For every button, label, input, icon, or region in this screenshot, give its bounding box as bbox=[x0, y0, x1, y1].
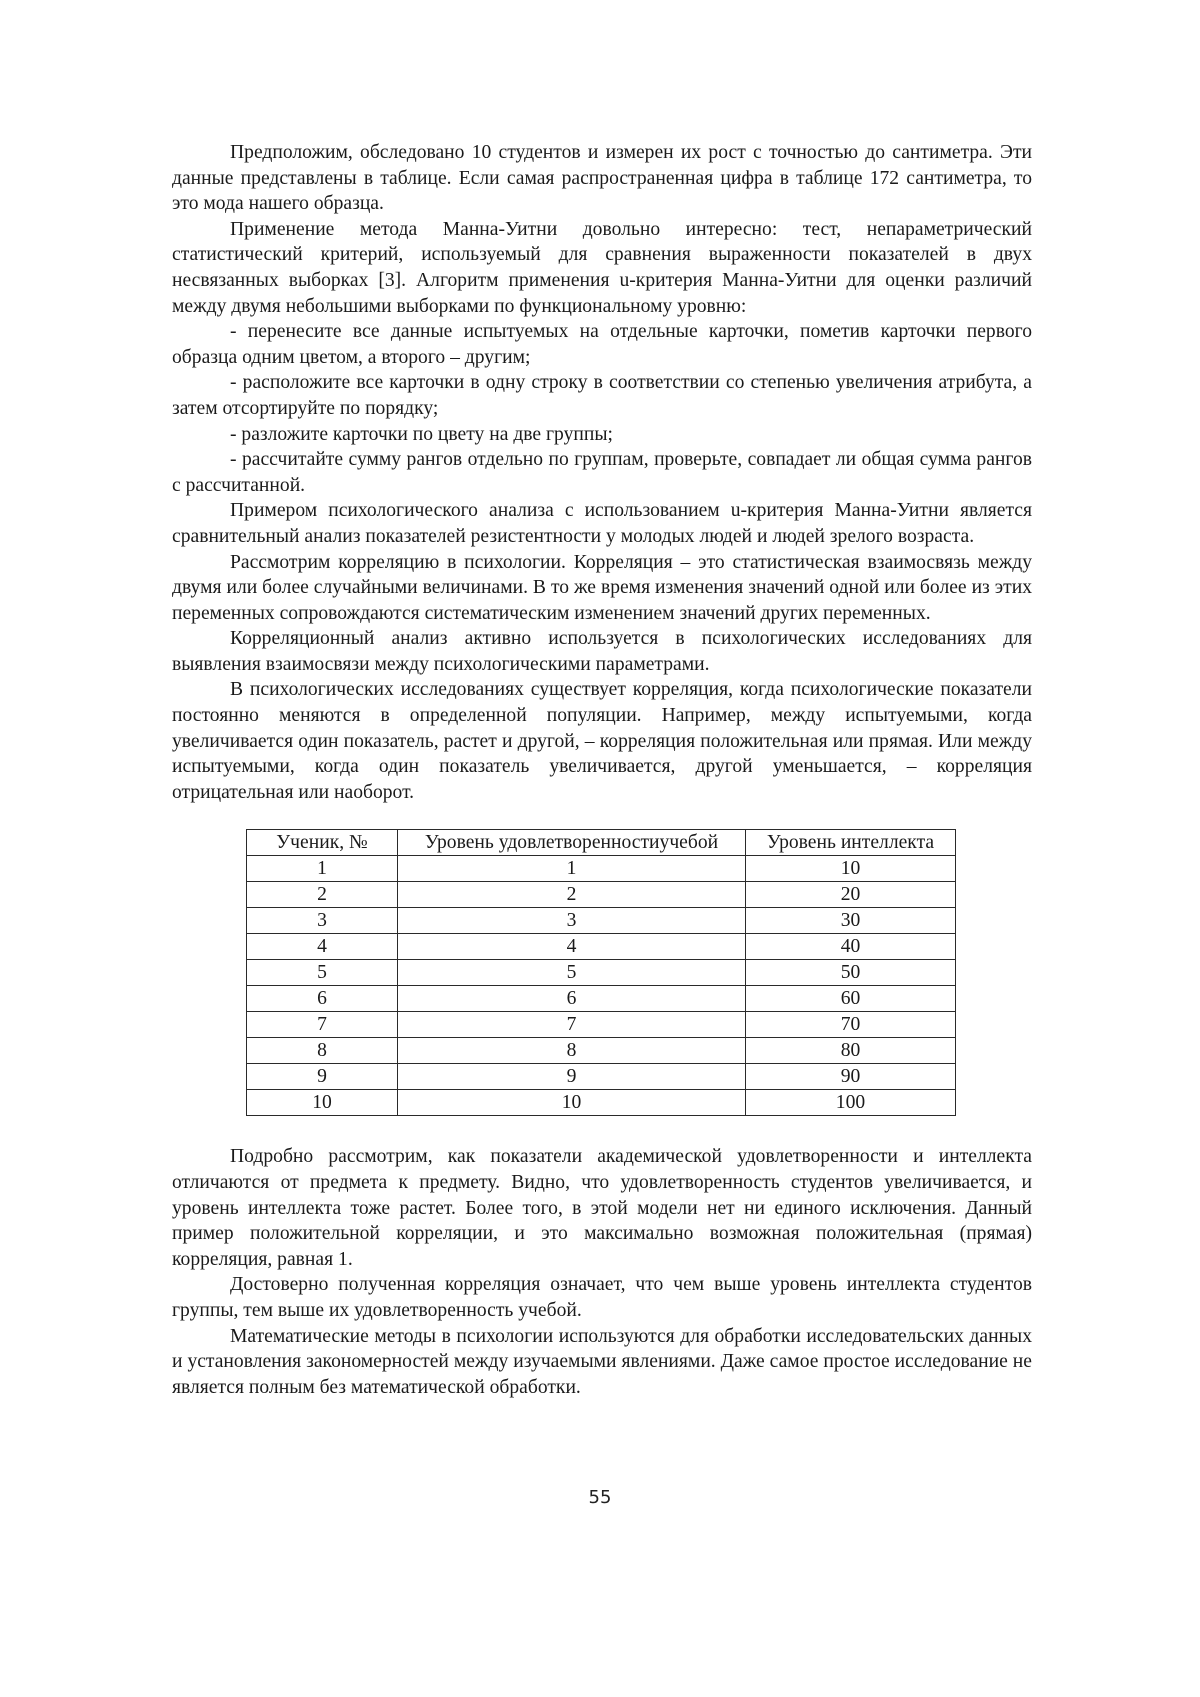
table-cell: 9 bbox=[247, 1064, 398, 1090]
table-cell: 2 bbox=[247, 882, 398, 908]
table-row bbox=[247, 1012, 956, 1038]
table-cell: 5 bbox=[247, 960, 398, 986]
table-cell: 9 bbox=[398, 1064, 746, 1090]
table-row bbox=[247, 882, 956, 908]
table-cell: 7 bbox=[247, 1012, 398, 1038]
paragraph: В психологических исследованиях существует корреляция, когда психологические показатели постоянно меняются в определенной популяции. Например, между испытуемыми, когда увеличивается один показатель, растет и другой, – корреляция положительная или прямая. Или между испытуемыми, когда один показатель увеличивается, другой уменьшается, – корреляция отрицательная или наоборот. bbox=[172, 679, 1032, 803]
table-cell: 100 bbox=[746, 1090, 956, 1116]
table-cell: 7 bbox=[398, 1012, 746, 1038]
table-cell: 3 bbox=[247, 908, 398, 934]
paragraph: Применение метода Манна-Уитни довольно интересно: тест, непараметрический статистический критерий, используемый для сравнения выраженности показателей в двух несвязанных выборках [3]. Алгоритм применения u-критерия Манна-Уитни для оценки различий между двумя небольшими выборками по функциональному уровню: bbox=[172, 218, 1032, 317]
table-cell: 50 bbox=[746, 960, 956, 986]
table-row bbox=[247, 1038, 956, 1064]
table-cell: 8 bbox=[398, 1038, 746, 1064]
table-row bbox=[247, 908, 956, 934]
table-row bbox=[247, 986, 956, 1012]
table-cell: 10 bbox=[746, 856, 956, 882]
data-table bbox=[246, 829, 956, 1116]
table-cell: 30 bbox=[746, 908, 956, 934]
table-cell: 10 bbox=[398, 1090, 746, 1116]
table-cell: 40 bbox=[746, 934, 956, 960]
column-header-satisfaction: Уровень удовлетворенностиучебой bbox=[398, 830, 746, 856]
table-row bbox=[247, 960, 956, 986]
table-cell: 60 bbox=[746, 986, 956, 1012]
paragraph: Достоверно полученная корреляция означает, что чем выше уровень интеллекта студентов группы, тем выше их удовлетворенность учебой. bbox=[172, 1274, 1032, 1321]
table-cell: 2 bbox=[398, 882, 746, 908]
table-cell: 5 bbox=[398, 960, 746, 986]
page-content bbox=[172, 140, 1032, 1400]
column-header-intelligence: Уровень интеллекта bbox=[746, 830, 956, 856]
table-cell: 80 bbox=[746, 1038, 956, 1064]
paragraph: Корреляционный анализ активно используется в психологических исследованиях для выявления взаимосвязи между психологическими параметрами. bbox=[172, 628, 1032, 675]
paragraph: Предположим, обследовано 10 студентов и измерен их рост с точностью до сантиметра. Эти данные представлены в таблице. Если самая распространенная цифра в таблице 172 сантиметра, то это мода нашего образца. bbox=[172, 142, 1032, 215]
list-item: - расположите все карточки в одну строку в соответствии со степенью увеличения атрибута, а затем отсортируйте по порядку; bbox=[172, 372, 1032, 419]
paragraph: Математические методы в психологии используются для обработки исследовательских данных и установления закономерностей между изучаемыми явлениями. Даже самое простое исследование не является полным без математической обработки. bbox=[172, 1325, 1032, 1398]
table-cell: 8 bbox=[247, 1038, 398, 1064]
table-cell: 4 bbox=[398, 934, 746, 960]
table-header-row bbox=[247, 830, 956, 856]
table-row bbox=[247, 934, 956, 960]
table-row bbox=[247, 1064, 956, 1090]
table-cell: 6 bbox=[398, 986, 746, 1012]
table-row bbox=[247, 856, 956, 882]
column-header-student: Ученик, № bbox=[247, 830, 398, 856]
paragraph: Примером психологического анализа с использованием u-критерия Манна-Уитни является сравнительный анализ показателей резистентности у молодых людей и людей зрелого возраста. bbox=[172, 500, 1032, 547]
table-cell: 6 bbox=[247, 986, 398, 1012]
table-cell: 1 bbox=[247, 856, 398, 882]
table-cell: 4 bbox=[247, 934, 398, 960]
table-cell: 70 bbox=[746, 1012, 956, 1038]
list-item: - разложите карточки по цвету на две группы; bbox=[230, 423, 613, 445]
table-cell: 90 bbox=[746, 1064, 956, 1090]
table-cell: 1 bbox=[398, 856, 746, 882]
table-cell: 10 bbox=[247, 1090, 398, 1116]
table-row bbox=[247, 1090, 956, 1116]
paragraph: Рассмотрим корреляцию в психологии. Корреляция – это статистическая взаимосвязь между двумя или более случайными величинами. В то же время изменения значений одной или более из этих переменных сопровождаются систематическим изменением значений других переменных. bbox=[172, 551, 1032, 624]
page-number: 55 bbox=[588, 1487, 612, 1508]
paragraph: Подробно рассмотрим, как показатели академической удовлетворенности и интеллекта отличаются от предмета к предмету. Видно, что удовлетворенность студентов увеличивается, и уровень интеллекта тоже растет. Более того, в этой модели нет ни единого исключения. Данный пример положительной корреляции, и это максимально возможная положительная (прямая) корреляция, равная 1. bbox=[172, 1146, 1032, 1270]
list-item: - перенесите все данные испытуемых на отдельные карточки, пометив карточки первого образца одним цветом, а второго – другим; bbox=[172, 321, 1032, 368]
table-cell: 3 bbox=[398, 908, 746, 934]
list-item: - рассчитайте сумму рангов отдельно по группам, проверьте, совпадает ли общая сумма рангов с рассчитанной. bbox=[172, 449, 1032, 496]
table-cell: 20 bbox=[746, 882, 956, 908]
